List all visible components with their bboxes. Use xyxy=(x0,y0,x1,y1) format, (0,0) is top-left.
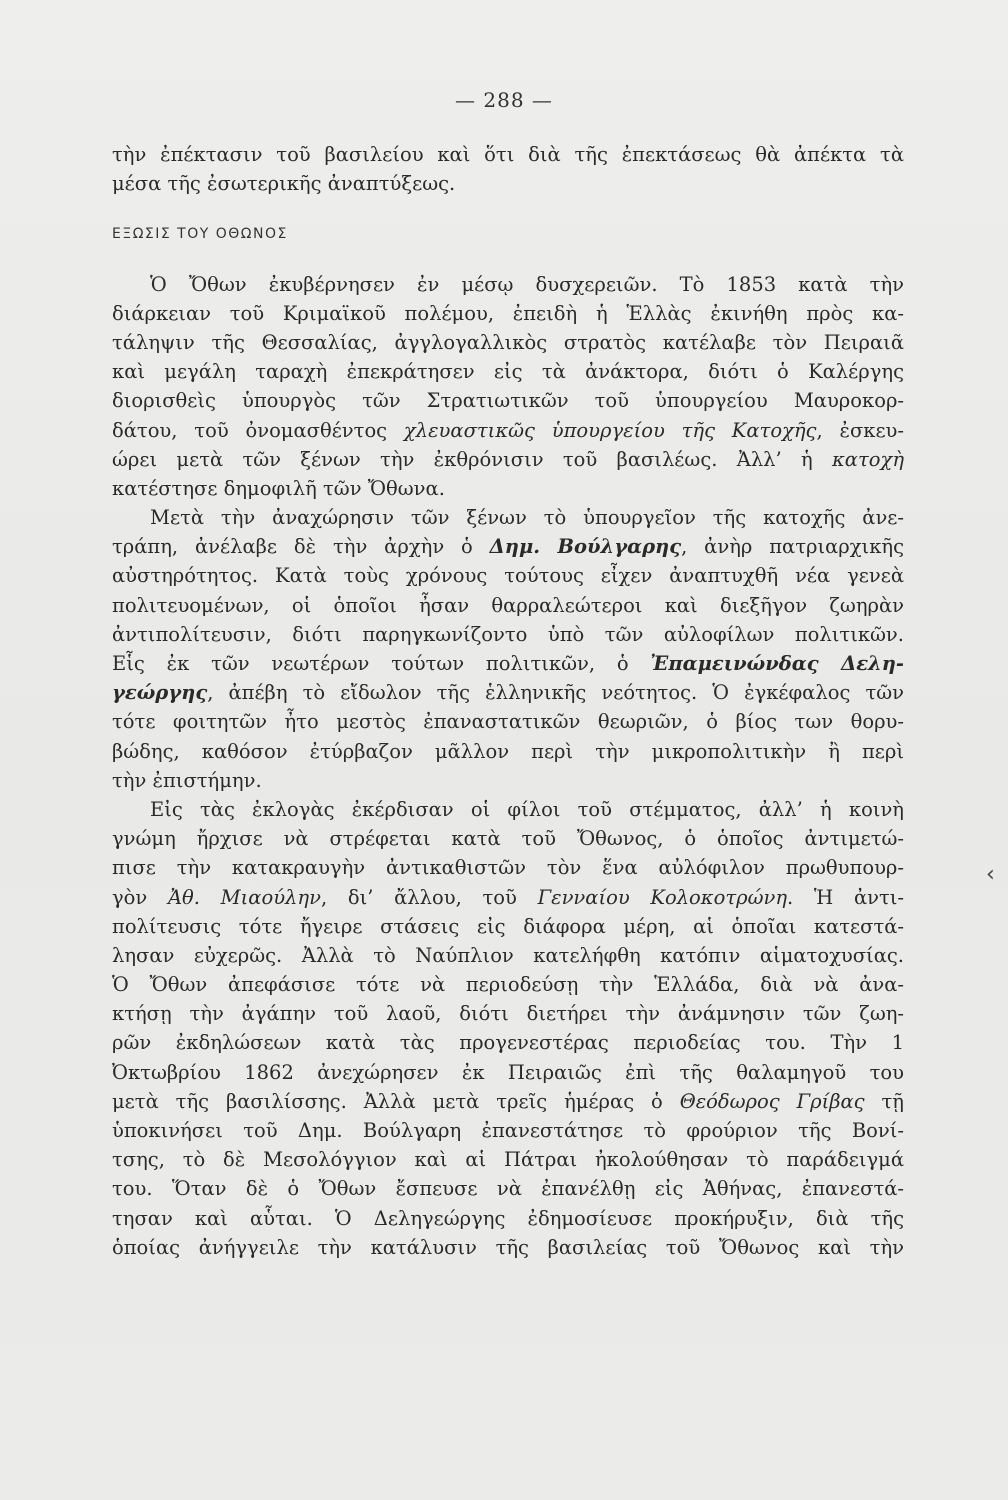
text-line: ὑποκινήσει τοῦ Δημ. Βούλγαρη ἐπανεστάτησε τὸ φρούριον τῆς Βονί- xyxy=(112,1119,904,1142)
text-line: Ὁ Ὄθων ἀπεφάσισε τότε νὰ περιοδεύσῃ τὴν Ἑλλάδα, διὰ νὰ ἀνα- xyxy=(112,973,904,997)
text-line xyxy=(112,678,904,707)
bold-name: Δημ. Βούλγαρης xyxy=(489,535,682,559)
text-line: τὴν ἐπέκτασιν τοῦ βασιλείου καὶ ὅτι διὰ τῆς ἐπεκτάσεως θὰ ἀπέκτα τὰ xyxy=(112,143,904,166)
text-line: Ὁ Ὄθων ἐκυβέρνησεν ἐν μέσῳ δυσχερειῶν. Τὸ 1853 κατὰ τὴν xyxy=(150,272,904,296)
text-line: Μετὰ τὴν ἀναχώρησιν τῶν ξένων τὸ ὑπουργεῖον τῆς κατοχῆς ἀνε- xyxy=(150,506,904,530)
italic-phrase: Ἀθ. Μιαούλην xyxy=(167,885,321,909)
italic-phrase: κατοχὴ xyxy=(832,447,904,471)
text-line: κατέστησε δημοφιλῆ τῶν Ὄθωνα. xyxy=(112,476,445,500)
paragraph-3 xyxy=(112,795,904,1262)
text-line: διάρκειαν τοῦ Κριμαϊκοῦ πολέμου, ἐπειδὴ ἡ Ἑλλὰς ἐκινήθη πρὸς κα- xyxy=(112,301,904,325)
text-line xyxy=(112,1087,904,1116)
text-line: πισε τὴν κατακραυγὴν ἀντικαθιστῶν τὸν ἕνα αὐλόφιλον πρωθυπουρ- xyxy=(112,856,904,880)
text-line: διορισθεὶς ὑπουργὸς τῶν Στρατιωτικῶν τοῦ ὑπουργείου Μαυροκορ- xyxy=(112,389,904,413)
text-run: , ἀνὴρ πατριαρχικῆς xyxy=(681,535,904,559)
text-line: ρῶν ἐκδηλώσεων κατὰ τὰς προγενεστέρας περιοδείας του. Τὴν 1 xyxy=(112,1031,904,1055)
section-heading: ΕΞΩΣΙΣ ΤΟΥ ΟΘΩΝΟΣ xyxy=(112,226,288,243)
text-line xyxy=(112,445,904,474)
text-run: μετὰ τῆς βασιλίσσης. Ἀλλὰ μετὰ τρεῖς ἡμέρας ὁ xyxy=(112,1089,680,1113)
text-line: Εἰς τὰς ἐκλογὰς ἐκέρδισαν οἱ φίλοι τοῦ στέμματος, ἀλλ’ ἡ κοινὴ xyxy=(150,797,904,821)
body-text xyxy=(112,140,904,1262)
margin-mark: ‹ xyxy=(986,862,995,887)
text-line: καὶ μεγάλη ταραχὴ ἐπεκράτησεν εἰς τὰ ἀνάκτορα, διότι ὁ Καλέργης xyxy=(112,360,904,384)
text-run: γὸν xyxy=(112,885,168,909)
paragraph-1 xyxy=(112,270,904,504)
italic-phrase: Θεόδωρος Γρίβας xyxy=(679,1089,865,1113)
text-run: , ἐσκευ- xyxy=(816,418,904,442)
italic-phrase: χλευαστικῶς ὑπουργείου τῆς Κατοχῆς xyxy=(403,418,817,442)
text-run: δάτου, τοῦ ὀνομασθέντος xyxy=(112,418,404,442)
text-line: κτήσῃ τὴν ἀγάπην τοῦ λαοῦ, διότι διετήρει τὴν ἀνάμνησιν τῶν ζωη- xyxy=(112,1002,904,1026)
text-run: τῇ xyxy=(864,1089,904,1113)
page-number: — 288 — xyxy=(455,88,553,112)
text-line: Ὀκτωβρίου 1862 ἀνεχώρησεν ἐκ Πειραιῶς ἐπὶ τῆς θαλαμηγοῦ του xyxy=(112,1060,904,1084)
text-run: , ἀπέβη τὸ εἴδωλον τῆς ἑλληνικῆς νεότητος. Ὁ ἐγκέφαλος τῶν xyxy=(207,681,904,705)
text-line xyxy=(112,532,904,561)
text-line: πολιτευομένων, οἱ ὁποῖοι ἦσαν θαρραλεώτεροι καὶ διεξῆγον ζωηρὰν xyxy=(112,593,904,617)
text-line: τάληψιν τῆς Θεσσαλίας, ἀγγλογαλλικὸς στρατὸς κατέλαβε τὸν Πειραιᾶ xyxy=(112,330,904,354)
text-line: λησαν εὐχερῶς. Ἀλλὰ τὸ Ναύπλιον κατελήφθη κατόπιν αἱματοχυσίας. xyxy=(112,943,904,967)
text-line: βώδης, καθόσον ἐτύρβαζον μᾶλλον περὶ τὴν μικροπολιτικὴν ἢ περὶ xyxy=(112,739,904,763)
text-line: τησαν καὶ αὗται. Ὁ Δεληγεώργης ἐδημοσίευσε προκήρυξιν, διὰ τῆς xyxy=(112,1206,904,1230)
text-line: ὁποίας ἀνήγγειλε τὴν κατάλυσιν τῆς βασιλείας τοῦ Ὄθωνος καὶ τὴν xyxy=(112,1235,904,1259)
paragraph-2 xyxy=(112,503,904,795)
text-run: . Ἡ ἀντι- xyxy=(787,885,904,909)
text-line: του. Ὅταν δὲ ὁ Ὄθων ἔσπευσε νὰ ἐπανέλθῃ εἰς Ἀθήνας, ἐπανεστά- xyxy=(112,1177,904,1201)
intro-paragraph xyxy=(112,140,904,198)
text-line: γνώμη ἤρχισε νὰ στρέφεται κατὰ τοῦ Ὄθωνος, ὁ ὁποῖος ἀντιμετώ- xyxy=(112,827,904,851)
text-line: μέσα τῆς ἐσωτερικῆς ἀναπτύξεως. xyxy=(112,172,456,196)
text-run: ώρει μετὰ τῶν ξένων τὴν ἐκθρόνισιν τοῦ βασιλέως. Ἀλλ’ ἡ xyxy=(112,447,833,471)
text-line xyxy=(112,649,904,678)
bold-name: γεώργης xyxy=(112,681,208,705)
text-line: πολίτευσις τότε ἤγειρε στάσεις εἰς διάφορα μέρη, αἱ ὁποῖαι κατεστά- xyxy=(112,914,904,938)
text-line: τσης, τὸ δὲ Μεσολόγγιον καὶ αἱ Πάτραι ἠκολούθησαν τὸ παράδειγμά xyxy=(112,1148,904,1172)
text-line: ἀντιπολίτευσιν, διότι παρηγκωνίζοντο ὑπὸ τῶν αὐλοφίλων πολιτικῶν. xyxy=(112,622,904,646)
text-run: τράπη, ἀνέλαβε δὲ τὴν ἀρχὴν ὁ xyxy=(112,535,490,559)
text-line xyxy=(112,883,904,912)
text-run: , δι’ ἄλλου, τοῦ xyxy=(320,885,538,909)
text-line: τὴν ἐπιστήμην. xyxy=(112,768,262,792)
italic-phrase: Γενναίου Κολοκοτρώνη xyxy=(537,885,788,909)
text-line xyxy=(112,416,904,445)
text-run: Εἷς ἐκ τῶν νεωτέρων τούτων πολιτικῶν, ὁ xyxy=(112,652,651,675)
text-line: αὐστηρότητος. Κατὰ τοὺς χρόνους τούτους εἶχεν ἀναπτυχθῆ νέα γενεὰ xyxy=(112,564,904,588)
text-line: τότε φοιτητῶν ἦτο μεστὸς ἐπαναστατικῶν θεωριῶν, ὁ βίος των θορυ- xyxy=(112,710,904,734)
bold-name: Ἐπαμεινώνδας Δελη- xyxy=(650,652,904,675)
